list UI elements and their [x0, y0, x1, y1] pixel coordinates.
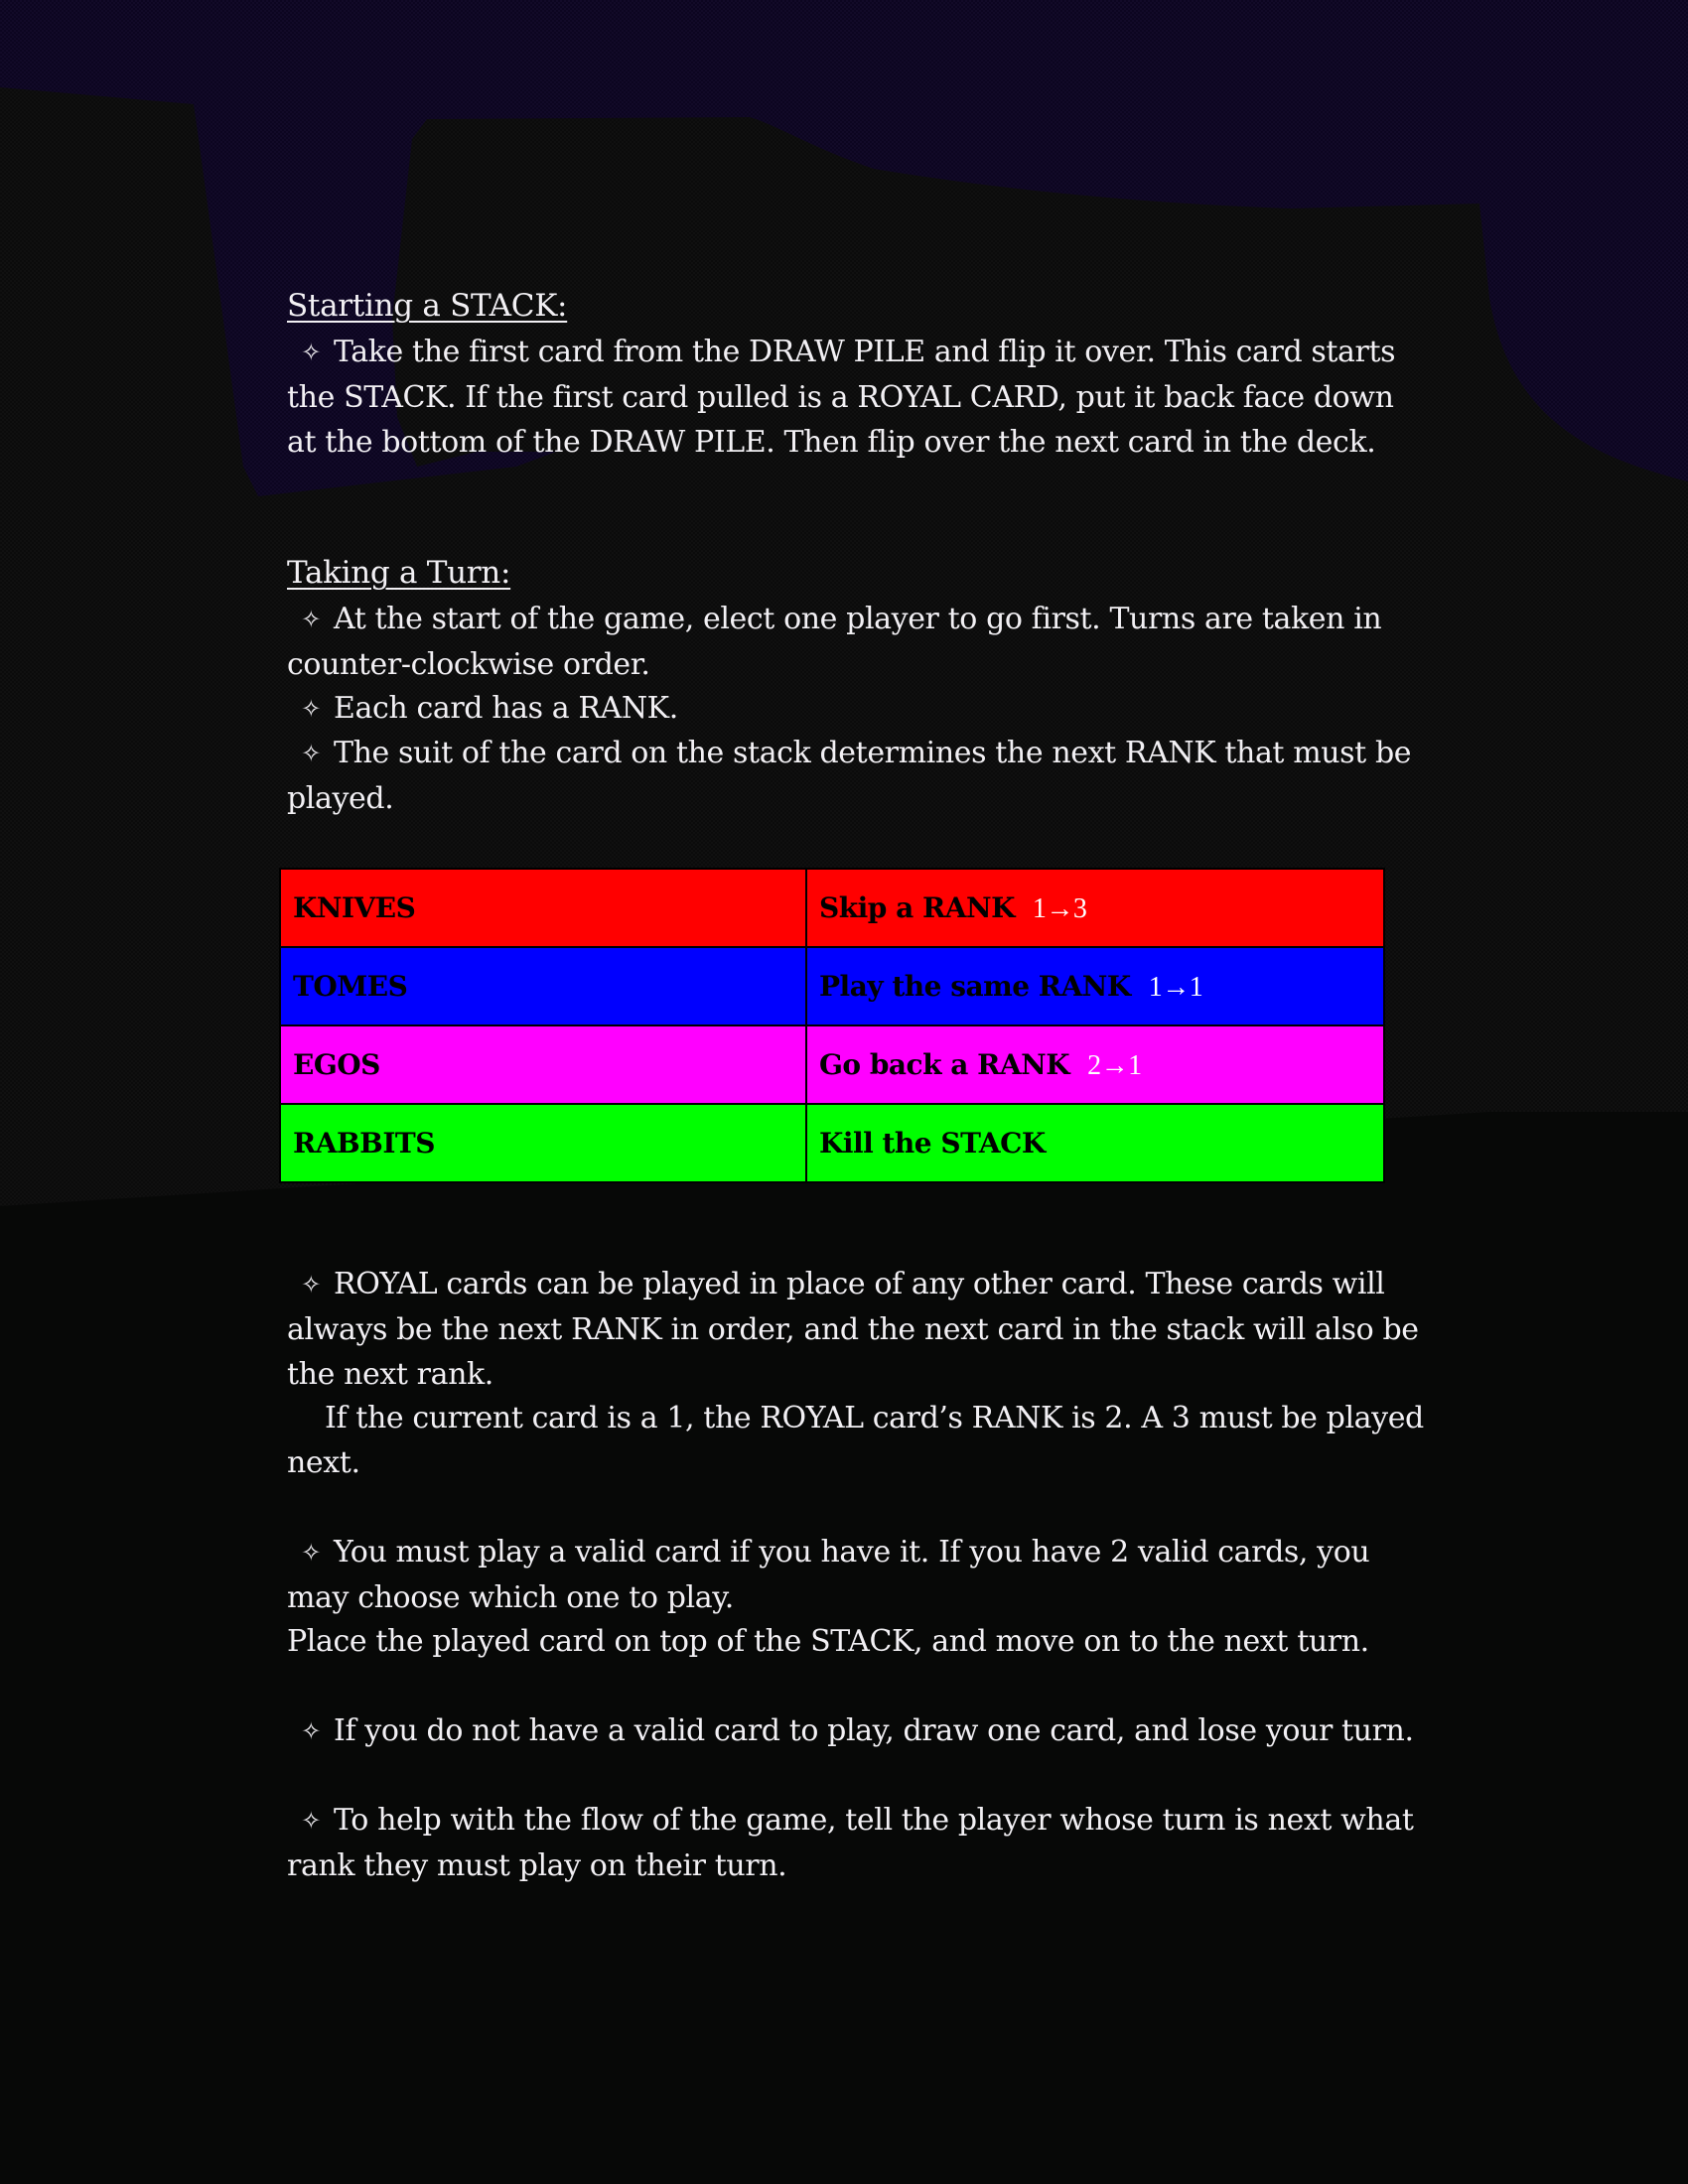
suit-rule	[806, 1104, 1384, 1182]
rule-text: Go back a RANK	[819, 1047, 1070, 1081]
paragraph-text: ROYAL cards can be played in place of any other card. These cards will always be the next RANK in order, and the next card in the stack will also be the next rank.	[287, 1267, 1419, 1392]
suit-name: TOMES	[280, 947, 806, 1025]
rule-text: Play the same RANK	[819, 969, 1131, 1003]
paragraph-text: To help with the flow of the game, tell the player whose turn is next what rank they must play on their turn.	[287, 1803, 1414, 1883]
suit-name: EGOS	[280, 1025, 806, 1104]
paragraph-text: Take the first card from the DRAW PILE and flip it over. This card starts the STACK. If the first card pulled is a ROYAL CARD, put it back face down at the bottom of the DRAW PILE. Then flip over the next card in the deck.	[287, 335, 1396, 460]
rule-text: Kill the STACK	[819, 1127, 1046, 1160]
heading-taking-turn: Taking a Turn:	[287, 555, 511, 591]
paragraph-suit	[287, 731, 1429, 821]
paragraph-royal	[287, 1262, 1429, 1397]
star-bullet-icon: ✧	[301, 1539, 321, 1567]
rank-example: 2→1	[1087, 1049, 1142, 1081]
table-row-knives	[280, 869, 1384, 947]
star-bullet-icon: ✧	[301, 606, 321, 633]
suit-name: RABBITS	[280, 1104, 806, 1182]
table-row-egos	[280, 1025, 1384, 1104]
paragraph-text: You must play a valid card if you have it. If you have 2 valid cards, you may choose which one to play.	[287, 1535, 1370, 1615]
suit-rule	[806, 869, 1384, 947]
paragraph-text: If you do not have a valid card to play, draw one card, and lose your turn.	[334, 1713, 1414, 1748]
suit-rule	[806, 947, 1384, 1025]
suit-rule	[806, 1025, 1384, 1104]
paragraph-text: Each card has a RANK.	[334, 691, 678, 726]
rank-example: 1→1	[1148, 971, 1203, 1003]
star-bullet-icon: ✧	[301, 1271, 321, 1298]
suit-name: KNIVES	[280, 869, 806, 947]
table-row-rabbits	[280, 1104, 1384, 1182]
paragraph-text: At the start of the game, elect one player to go first. Turns are taken in counter-clockwise order.	[287, 602, 1382, 682]
star-bullet-icon: ✧	[301, 695, 321, 723]
star-bullet-icon: ✧	[301, 740, 321, 767]
rule-text: Skip a RANK	[819, 890, 1015, 924]
paragraph-valid-card	[287, 1530, 1429, 1620]
paragraph-text: The suit of the card on the stack determines the next RANK that must be played.	[287, 736, 1412, 816]
paragraph-turn-order	[287, 597, 1429, 687]
table-row-tomes	[280, 947, 1384, 1025]
star-bullet-icon: ✧	[301, 1717, 321, 1745]
paragraph-flow	[287, 1798, 1429, 1888]
paragraph-royal-example	[287, 1396, 1429, 1485]
paragraph-place-card: Place the played card on top of the STACK, and move on to the next turn.	[287, 1624, 1369, 1659]
paragraph-starting-stack	[287, 330, 1429, 465]
paragraph-no-valid	[287, 1708, 1429, 1754]
paragraph-rank	[287, 686, 1429, 732]
heading-starting-stack: Starting a STACK:	[287, 288, 568, 324]
paragraph-text: If the current card is a 1, the ROYAL card’s RANK is 2. A 3 must be played next.	[287, 1401, 1424, 1480]
star-bullet-icon: ✧	[301, 339, 321, 366]
rank-example: 1→3	[1032, 892, 1087, 924]
suit-rules-table	[279, 868, 1385, 1183]
star-bullet-icon: ✧	[301, 1807, 321, 1835]
